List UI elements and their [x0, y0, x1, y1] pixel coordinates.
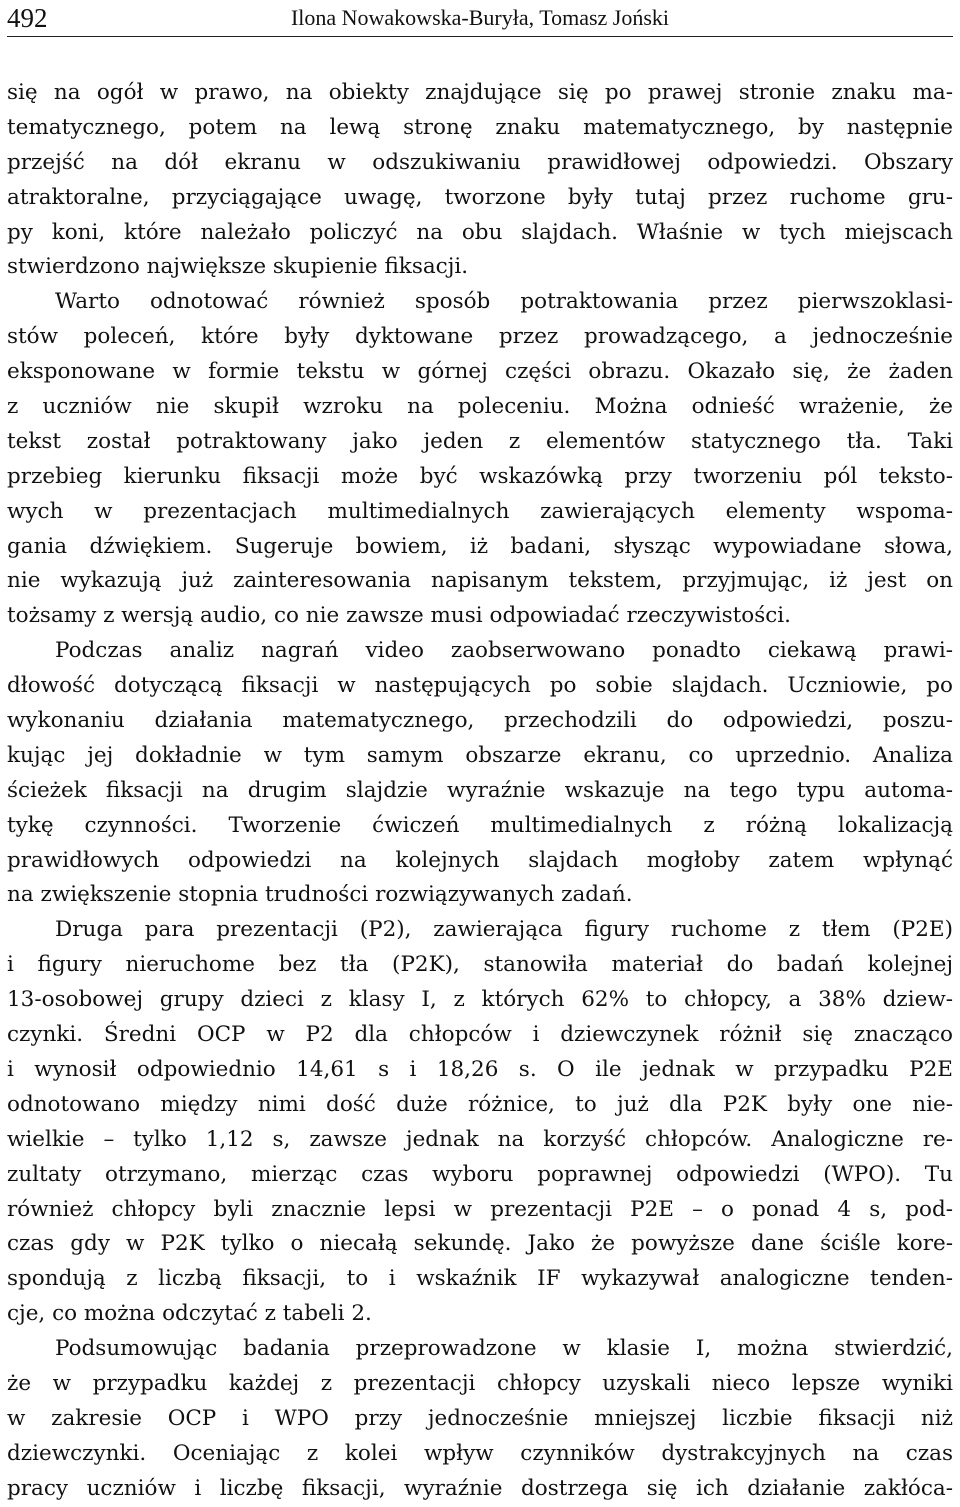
- paragraph-first-line: Podczas analiz nagrań video zaobserwowano ponadto ciekawą prawi-: [55, 638, 953, 664]
- text-line: dziewczynki. Oceniając z kolei wpływ czynników dystrakcyjnych na czas: [7, 1440, 953, 1466]
- text-line: ścieżek fiksacji na drugim slajdzie wyraźnie wskazuje na tego typu automa-: [7, 777, 953, 803]
- text-line: czynki. Średni OCP w P2 dla chłopców i dziewczynek różnił się znacząco: [7, 1022, 953, 1048]
- text-line: z uczniów nie skupił wzroku na poleceniu. Można odnieść wrażenie, że: [7, 394, 953, 420]
- text-line: że w przypadku każdej z prezentacji chłopcy uzyskali nieco lepsze wyniki: [7, 1370, 953, 1396]
- page-number: 492: [7, 3, 48, 33]
- text-line: wych w prezentacjach multimedialnych zawierających elementy wspoma-: [7, 498, 953, 524]
- text-line: i wynosił odpowiednio 14,61 s i 18,26 s. O ile jednak w przypadku P2E: [7, 1056, 953, 1082]
- text-line: prawidłowych odpowiedzi na kolejnych slajdach mogłoby zatem wpłynąć: [7, 847, 953, 873]
- text-line: atraktoralne, przyciągające uwagę, tworzone były tutaj przez ruchome gru-: [7, 184, 953, 210]
- text-line: nie wykazują już zainteresowania napisanym tekstem, przyjmując, iż jest on: [7, 568, 953, 594]
- text-line: pracy uczniów i liczbę fiksacji, wyraźnie dostrzega się ich działanie zakłóca-: [7, 1475, 953, 1501]
- text-line: czas gdy w P2K tylko o niecałą sekundę. Jako że powyższe dane ściśle kore-: [7, 1231, 953, 1257]
- text-line: tykę czynności. Tworzenie ćwiczeń multimedialnych z różną lokalizacją: [7, 812, 953, 838]
- text-line: tekst został potraktowany jako jeden z elementów statycznego tła. Taki: [7, 428, 953, 454]
- text-line: spondują z liczbą fiksacji, to i wskaźnik IF wykazywał analogiczne tenden-: [7, 1266, 953, 1292]
- text-line: się na ogół w prawo, na obiekty znajdujące się po prawej stronie znaku ma-: [7, 80, 953, 105]
- text-line: stów poleceń, które były dyktowane przez prowadzącego, a jednocześnie: [7, 324, 953, 350]
- text-line: zultaty otrzymano, mierząc czas wyboru poprawnej odpowiedzi (WPO). Tu: [7, 1161, 953, 1187]
- text-line: gania dźwiękiem. Sugeruje bowiem, iż badani, słysząc wypowiadane słowa,: [7, 533, 953, 559]
- text-line: przejść na dół ekranu w odszukiwaniu prawidłowej odpowiedzi. Obszary: [7, 149, 953, 175]
- text-line: wielkie – tylko 1,12 s, zawsze jednak na korzyść chłopców. Analogiczne re-: [7, 1126, 953, 1152]
- text-line: py koni, które należało policzyć na obu slajdach. Właśnie w tych miejscach: [7, 219, 953, 245]
- text-line: stwierdzono największe skupienie fiksacji.: [7, 254, 469, 280]
- text-line: również chłopcy byli znacznie lepsi w prezentacji P2E – o ponad 4 s, pod-: [7, 1196, 953, 1222]
- text-line: cje, co można odczytać z tabeli 2.: [7, 1301, 372, 1327]
- text-line: przebieg kierunku fiksacji może być wskazówką przy tworzeniu pól teksto-: [7, 463, 953, 489]
- text-line: odnotowano między nimi dość duże różnice, to już dla P2K były one nie-: [7, 1091, 953, 1117]
- paragraph-first-line: Podsumowując badania przeprowadzone w klasie I, można stwierdzić,: [55, 1336, 953, 1362]
- text-line: dłowość dotyczącą fiksacji w następujących po sobie slajdach. Uczniowie, po: [7, 673, 953, 699]
- running-header: [7, 0, 953, 37]
- text-line: na zwiększenie stopnia trudności rozwiązywanych zadań.: [7, 882, 633, 908]
- text-line: tożsamy z wersją audio, co nie zawsze musi odpowiadać rzeczywistości.: [7, 603, 792, 629]
- text-line: wykonaniu działania matematycznego, przechodzili do odpowiedzi, poszu-: [7, 708, 953, 734]
- text-line: eksponowane w formie tekstu w górnej części obrazu. Okazało się, że żaden: [7, 359, 953, 385]
- text-line: w zakresie OCP i WPO przy jednocześnie mniejszej liczbie fiksacji niż: [7, 1405, 953, 1431]
- text-line: i figury nieruchome bez tła (P2K), stanowiła materiał do badań kolejnej: [7, 952, 953, 978]
- text-line: kując jej dokładnie w tym samym obszarze ekranu, co uprzednio. Analiza: [7, 742, 953, 768]
- text-line: tematycznego, potem na lewą stronę znaku matematycznego, by następnie: [7, 114, 953, 140]
- text-line: 13-osobowej grupy dzieci z klasy I, z których 62% to chłopcy, a 38% dziew-: [7, 987, 953, 1013]
- paragraph-first-line: Warto odnotować również sposób potraktowania przez pierwszoklasi-: [55, 289, 953, 315]
- body-text: [7, 76, 953, 1507]
- paragraph-first-line: Druga para prezentacji (P2), zawierająca figury ruchome z tłem (P2E): [55, 917, 953, 943]
- running-head-authors: Ilona Nowakowska-Buryła, Tomasz Joński: [290, 5, 670, 30]
